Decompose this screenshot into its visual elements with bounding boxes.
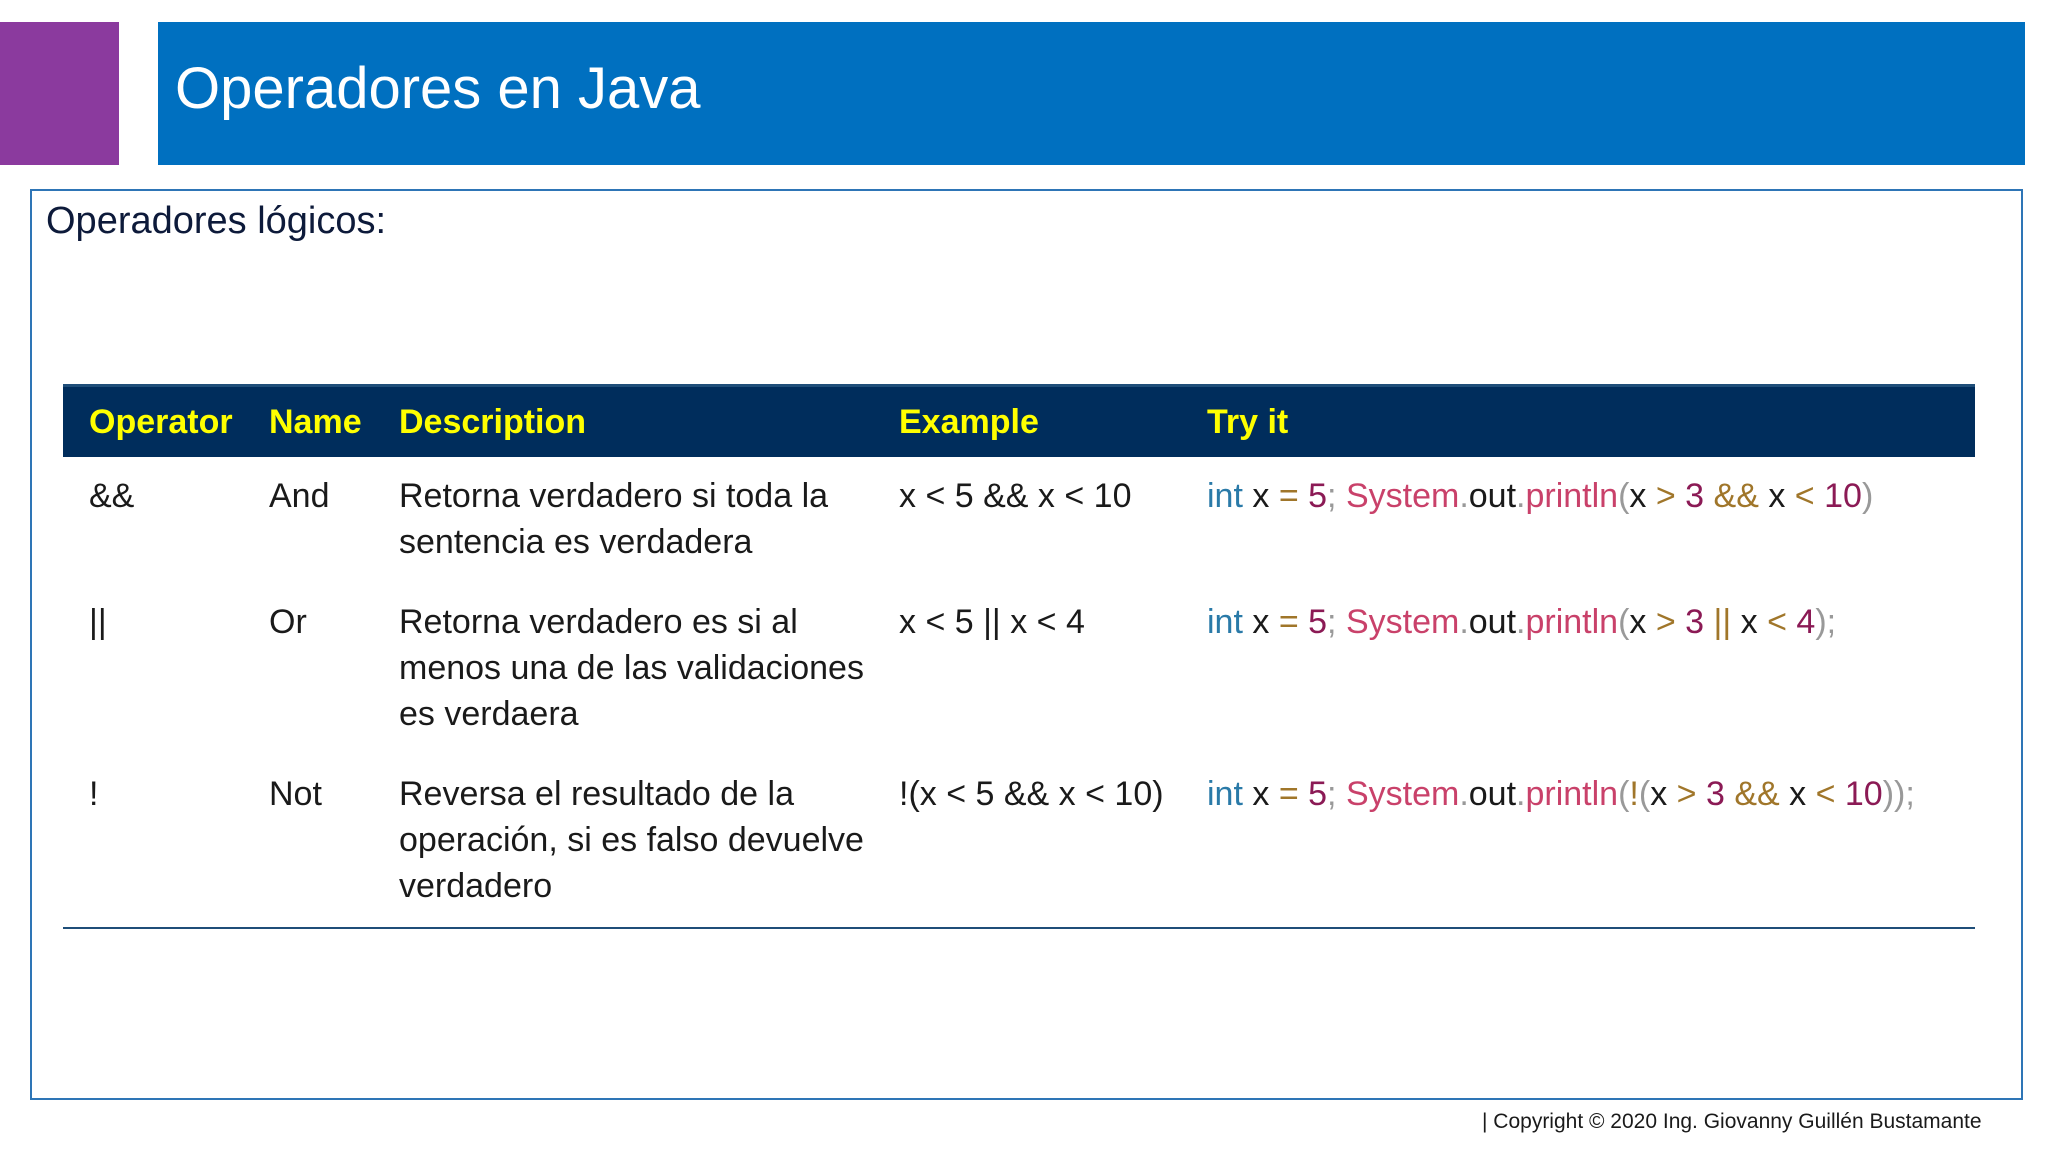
code-token: 5	[1298, 603, 1328, 641]
accent-square	[0, 22, 119, 165]
section-subtitle: Operadores lógicos:	[46, 200, 387, 242]
cell-example: !(x < 5 && x < 10)	[899, 775, 1164, 813]
code-token: x	[1629, 477, 1647, 515]
code-token: out	[1468, 477, 1517, 515]
header-description: Description	[399, 402, 587, 441]
code-token: .	[1459, 603, 1469, 641]
code-token: );	[1815, 603, 1837, 641]
code-token: 10	[1814, 477, 1862, 515]
code-token: 3	[1675, 477, 1705, 515]
code-token: 5	[1298, 775, 1328, 813]
code-token: >	[1646, 477, 1676, 515]
code-token: =	[1278, 603, 1299, 641]
code-token: out	[1468, 775, 1517, 813]
table-row	[63, 583, 1975, 755]
code-token: int	[1207, 603, 1243, 641]
cell-description: Retorna verdadero es si al menos una de las validaciones es verdaera	[399, 603, 864, 733]
code-token: 10	[1835, 775, 1883, 813]
code-token: println	[1525, 477, 1619, 515]
code-token: &&	[1704, 477, 1759, 515]
code-token: ;	[1327, 603, 1337, 641]
code-token: println	[1525, 603, 1619, 641]
cell-description: Reversa el resultado de la operación, si es falso devuelve verdadero	[399, 775, 864, 905]
code-token: out	[1468, 603, 1517, 641]
code-token: .	[1459, 477, 1469, 515]
code-token: 3	[1675, 603, 1705, 641]
code-token: x	[1242, 603, 1279, 641]
code-token: int	[1207, 477, 1243, 515]
table-row	[63, 755, 1975, 928]
table-row	[63, 457, 1975, 583]
code-token: =	[1278, 775, 1299, 813]
code-token: <	[1785, 477, 1815, 515]
cell-operator: ||	[89, 603, 107, 641]
code-token: (	[1638, 775, 1651, 813]
cell-try-it	[1181, 755, 1975, 928]
code-token: System	[1336, 603, 1460, 641]
code-token: x	[1731, 603, 1758, 641]
code-token: x	[1242, 775, 1279, 813]
code-token: )	[1861, 477, 1874, 515]
code-token: .	[1516, 775, 1526, 813]
code-token: (	[1618, 477, 1630, 515]
code-token: (	[1618, 603, 1630, 641]
code-token: ;	[1327, 775, 1337, 813]
header-name: Name	[269, 402, 362, 441]
code-token: >	[1667, 775, 1697, 813]
code-token: int	[1207, 775, 1243, 813]
code-token: System	[1336, 477, 1460, 515]
code-token: ;	[1327, 477, 1337, 515]
header-try-it: Try it	[1207, 402, 1289, 441]
table-header-row	[63, 386, 1975, 458]
slide-title: Operadores en Java	[175, 56, 701, 121]
header-example: Example	[899, 402, 1039, 441]
cell-description: Retorna verdadero si toda la sentencia es verdadera	[399, 477, 829, 561]
code-token: x	[1242, 477, 1279, 515]
cell-operator: !	[89, 775, 99, 813]
code-token: .	[1516, 477, 1526, 515]
cell-name: Or	[269, 603, 307, 641]
code-token: !	[1629, 775, 1639, 813]
cell-example: x < 5 || x < 4	[899, 603, 1085, 641]
code-token: x	[1650, 775, 1668, 813]
code-token: 4	[1786, 603, 1816, 641]
operators-table	[63, 384, 1975, 929]
code-token: <	[1757, 603, 1787, 641]
code-token: 3	[1696, 775, 1725, 813]
header-operator: Operator	[89, 402, 233, 441]
code-token: .	[1459, 775, 1469, 813]
code-token: &&	[1724, 775, 1780, 813]
code-token: println	[1525, 775, 1619, 813]
cell-operator: &&	[89, 477, 135, 515]
code-token: <	[1806, 775, 1836, 813]
code-token: x	[1629, 603, 1647, 641]
code-token: .	[1516, 603, 1526, 641]
code-token: >	[1646, 603, 1676, 641]
code-token: x	[1758, 477, 1786, 515]
cell-try-it	[1181, 457, 1975, 583]
code-token: System	[1336, 775, 1460, 813]
code-token: =	[1278, 477, 1299, 515]
code-token: x	[1779, 775, 1807, 813]
cell-try-it	[1181, 583, 1975, 755]
copyright-footer: | Copyright © 2020 Ing. Giovanny Guillén Bustamante	[1482, 1110, 1982, 1133]
code-token: 5	[1298, 477, 1328, 515]
cell-name: Not	[269, 775, 322, 813]
cell-example: x < 5 && x < 10	[899, 477, 1132, 515]
code-token: ));	[1882, 775, 1915, 813]
code-token: (	[1618, 775, 1630, 813]
code-token: ||	[1704, 603, 1732, 641]
cell-name: And	[269, 477, 330, 515]
